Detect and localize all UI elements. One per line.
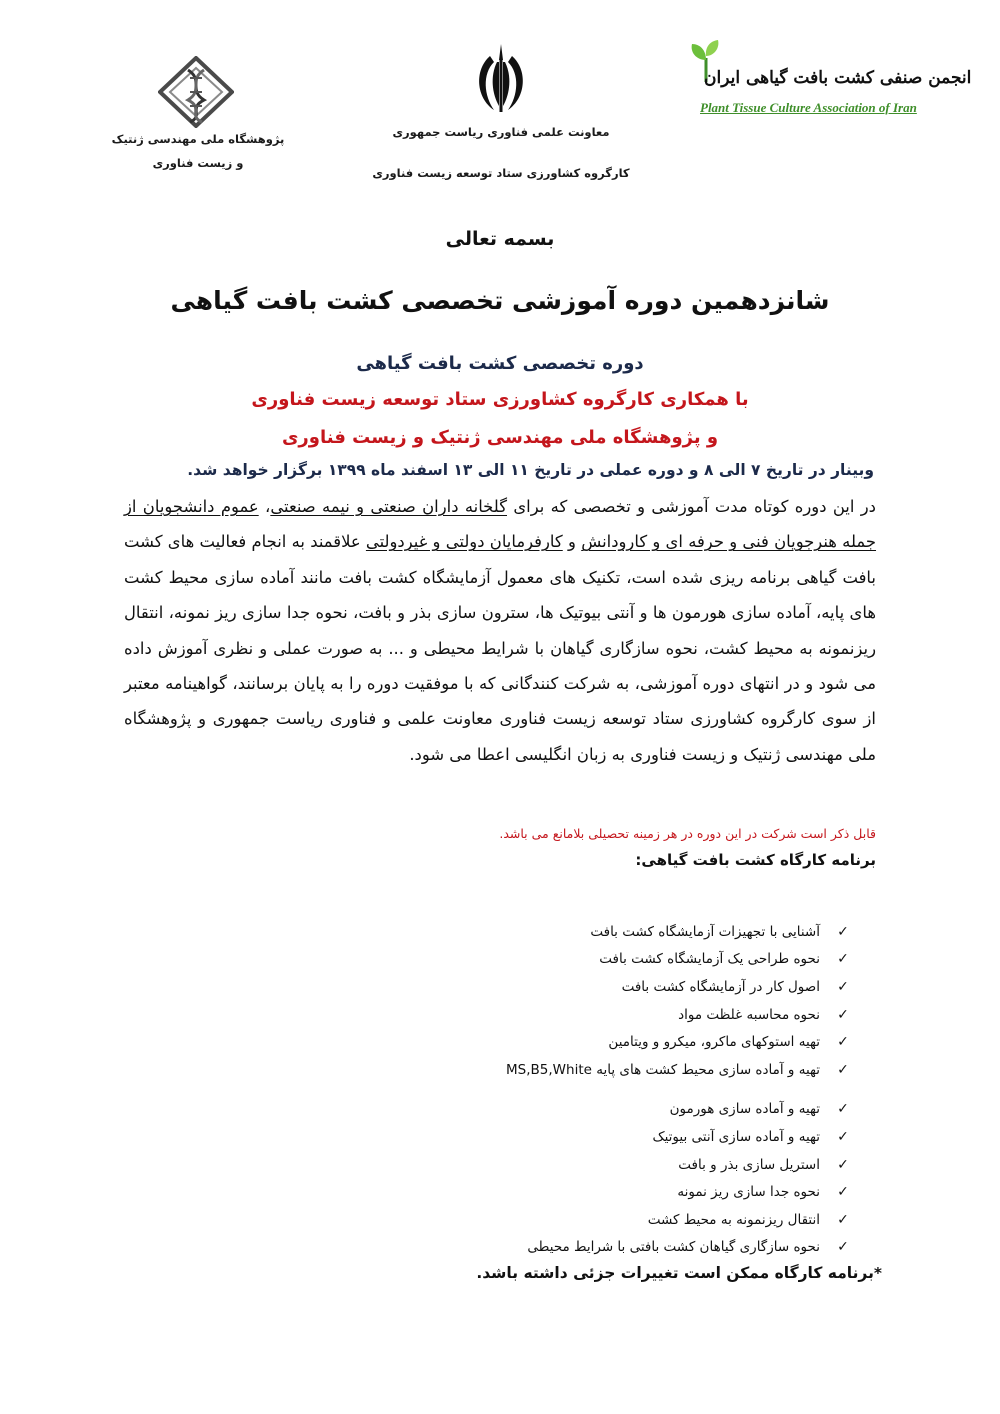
iran-emblem-logo [470, 40, 532, 116]
genetics-institute-logo [158, 56, 234, 128]
body-text-2: ، [258, 497, 271, 516]
target-greenhouse-owners: گلخانه داران صنعتی و نیمه صنعتی [270, 497, 507, 516]
checkmark-icon: ✓ [837, 1128, 849, 1145]
list-item: ✓ تهیه استوکهای ماکرو، میکرو و ویتامین [608, 1034, 849, 1051]
list-item: ✓ نحوه محاسبه غلظت مواد [678, 1006, 849, 1023]
checkmark-icon: ✓ [837, 1061, 849, 1078]
checkmark-icon: ✓ [837, 1101, 849, 1118]
subtitle-line2: با همکاری کارگروه کشاورزی ستاد توسعه زیست فناوری [251, 389, 749, 410]
program-title: برنامه کارگاه کشت بافت گیاهی: [635, 851, 876, 869]
subtitle-line3: و پژوهشگاه ملی مهندسی ژنتیک و زیست فناوری [281, 427, 719, 448]
center-org-line2: کارگروه کشاورزی ستاد توسعه زیست فناوری [372, 166, 630, 180]
list-item: ✓ آشنایی با تجهیزات آزمایشگاه کشت بافت [590, 923, 849, 940]
target-employers: کارفرمایان دولتی و غیردولتی [365, 532, 563, 552]
checkmark-icon: ✓ [837, 1184, 849, 1201]
checkmark-icon: ✓ [837, 1239, 849, 1256]
checkmark-icon: ✓ [837, 1211, 849, 1228]
subtitle-line1: دوره تخصصی کشت بافت گیاهی [356, 353, 644, 374]
list-item: ✓ استریل سازی بذر و بافت [678, 1156, 849, 1173]
program-list [250, 918, 850, 1261]
list-item: ✓ نحوه طراحی یک آزمایشگاه کشت بافت [599, 951, 849, 968]
body-text-3: و [562, 532, 582, 552]
basmala-heading: بسمه تعالی [445, 228, 555, 250]
checkmark-icon: ✓ [837, 951, 849, 968]
checkmark-icon: ✓ [837, 978, 849, 995]
list-item: ✓ انتقال ریزنمونه به محیط کشت [647, 1211, 849, 1228]
webinar-dates: وبینار در تاریخ ۷ الی ۸ و دوره عملی در تاریخ ۱۱ الی ۱۳ اسفند ماه ۱۳۹۹ برگزار خواهد شد. [187, 461, 874, 479]
page-title: شانزدهمین دوره آموزشی تخصصی کشت بافت گیاهی [170, 286, 830, 315]
program-change-footnote: *برنامه کارگاه ممکن است تغییرات جزئی داشته باشد. [476, 1264, 882, 1282]
checkmark-icon: ✓ [837, 1034, 849, 1051]
checkmark-icon: ✓ [837, 1006, 849, 1023]
target-students: عموم دانشجویان از جمله هنرجویان فنی و حرفه ای و کارودانش [124, 497, 877, 552]
body-text-1: در این دوره کوتاه مدت آموزشی و تخصصی که برای [507, 497, 876, 516]
list-item: ✓ تهیه و آماده سازی آنتی بیوتیک [652, 1128, 849, 1145]
list-item: ✓ اصول کار در آزمایشگاه کشت بافت [621, 978, 849, 995]
center-org-line1: معاونت علمی فناوری ریاست جمهوری [392, 125, 610, 139]
checkmark-icon: ✓ [837, 1156, 849, 1173]
association-name-en: Plant Tissue Culture Association of Iran [700, 100, 917, 115]
list-item: ✓ تهیه و آماده سازی هورمون [669, 1101, 849, 1118]
left-institute-name [104, 132, 292, 170]
list-item: ✓ نحوه سازگاری گیاهان کشت بافتی با شرایط محیطی [527, 1239, 849, 1256]
association-name-fa: انجمن صنفی کشت بافت گیاهی ایران [704, 68, 972, 88]
description-paragraph [124, 489, 876, 772]
list-item: ✓ نحوه جدا سازی ریز نمونه [677, 1184, 849, 1201]
checkmark-icon: ✓ [837, 923, 849, 940]
body-text-4: علاقمند به انجام فعالیت های کشت بافت گیاهی برنامه ریزی شده است، تکنیک های معمول آزمایشگاه کشت بافت مانند آماده سازی محیط کشت های پایه، آماده سازی هورمون ها و آنتی بیوتیک ها، سترون سازی بذر و بافت، نحوه جدا سازی ریز نمونه، انتقال ریزنمونه به محیط کشت، نحوه سازگاری گیاهان با شرایط محیطی و ... به صورت عملی و نظری آموزش داده می شود و در انتهای دوره آموزشی، به شرکت کنندگانی که با موفقیت دوره را به پایان برسانند، گواهینامه معتبر از سوی کارگروه کشاورزی ستاد توسعه زیست فناوری معاونت علمی و فناوری ریاست جمهوری و پژوهشگاه ملی مهندسی ژنتیک و زیست فناوری به زبان انگلیسی اعطا می شود. [124, 532, 876, 764]
left-institute-line2: و زیست فناوری [152, 156, 244, 170]
list-item: ✓ تهیه و آماده سازی محیط کشت های پایه MS,B5,White [506, 1061, 849, 1078]
eligibility-note: قابل ذکر است شرکت در این دوره در هر زمینه تحصیلی بلامانع می باشد. [499, 826, 876, 841]
left-institute-line1: پژوهشگاه ملی مهندسی ژنتیک [111, 132, 285, 146]
